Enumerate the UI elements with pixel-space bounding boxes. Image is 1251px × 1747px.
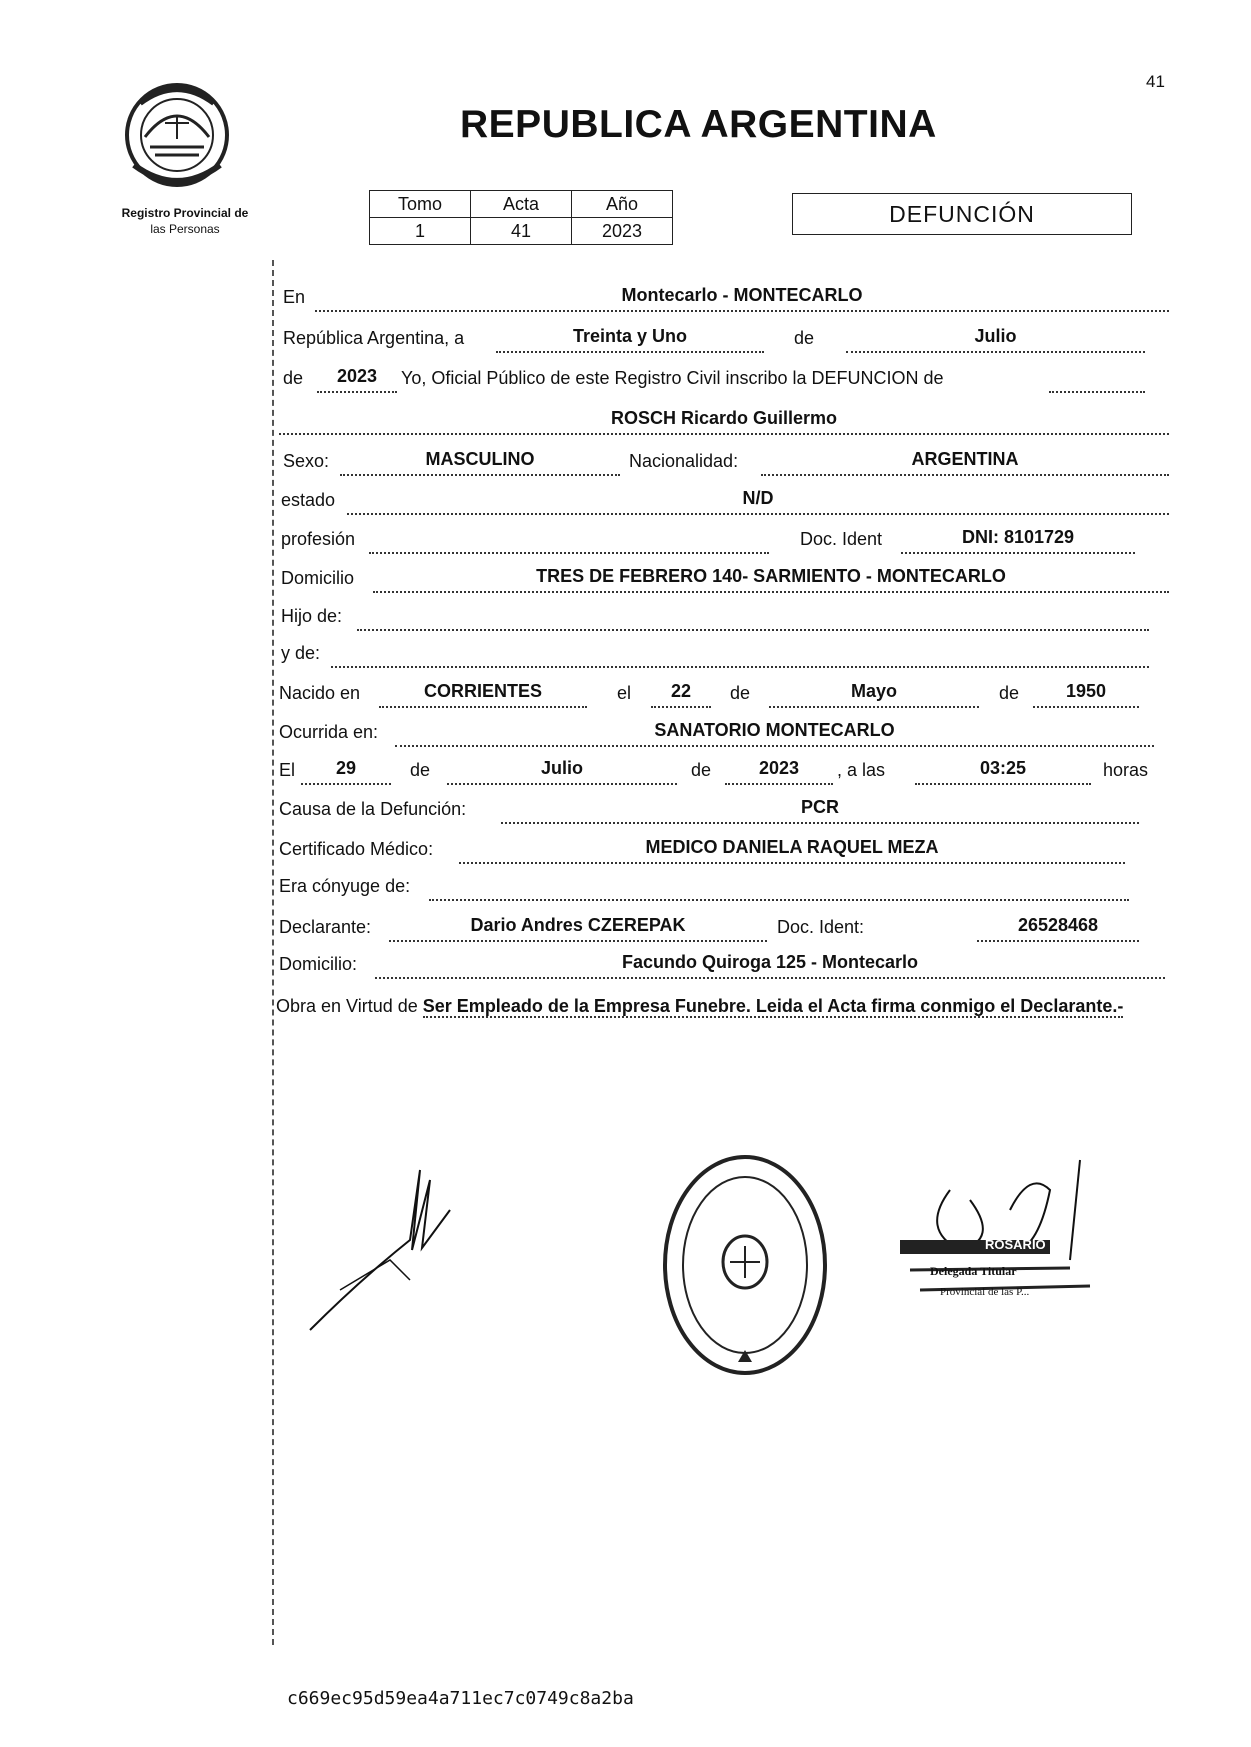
row-certificado: [279, 836, 1125, 864]
decl-doc-label: Doc. Ident:: [777, 917, 865, 937]
declarante-field: [389, 914, 767, 942]
estado-field: [347, 487, 1169, 515]
obra-paragraph: [276, 993, 1168, 1019]
nac-dia-value: 22: [670, 681, 692, 701]
causa-value: PCR: [800, 797, 839, 817]
certificado-label: Certificado Médico:: [279, 839, 434, 859]
estado-label: estado: [281, 490, 336, 510]
def-de-label: de: [409, 760, 431, 780]
lugar-value: Montecarlo - MONTECARLO: [621, 285, 863, 305]
dia-texto-value: Treinta y Uno: [572, 326, 688, 346]
obra-label: Obra en Virtud de: [276, 996, 418, 1016]
header-acta: Acta: [471, 191, 572, 218]
estado-value: N/D: [742, 488, 774, 508]
row-nacido: [279, 680, 1169, 708]
declarante-label: Declarante:: [279, 917, 372, 937]
ocurrida-label: Ocurrida en:: [279, 722, 379, 742]
row-ocurrida: [279, 719, 1154, 747]
logo-caption-line1: Registro Provincial de: [121, 206, 249, 220]
doc-ident-label: Doc. Ident: [800, 529, 883, 549]
nacionalidad-field: [761, 448, 1169, 476]
row-estado: [279, 487, 1169, 515]
nacionalidad-value: ARGENTINA: [911, 449, 1019, 469]
value-acta: 41: [471, 218, 572, 245]
nombre-field: [279, 407, 1169, 435]
header-tomo: Tomo: [370, 191, 471, 218]
certificado-field: [459, 836, 1125, 864]
anio-field: [317, 365, 397, 393]
nacido-lugar-field: [379, 680, 587, 708]
row-conyuge: [279, 873, 1129, 901]
stamp-line3: Provincial de las P...: [940, 1286, 1030, 1298]
en-label: En: [283, 287, 306, 307]
yde-label: y de:: [281, 643, 321, 663]
def-mes-field: [447, 757, 677, 785]
certificado-value: MEDICO DANIELA RAQUEL MEZA: [645, 837, 939, 857]
profesion-field: [369, 526, 769, 554]
hijo-label: Hijo de:: [281, 606, 343, 626]
obra-value: Ser Empleado de la Empresa Funebre. Leida el Acta firma conmigo el Declarante.-: [422, 996, 1124, 1016]
domicilio-value: TRES DE FEBRERO 140- SARMIENTO - MONTECARLO: [536, 566, 1006, 586]
document-hash: c669ec95d59ea4a711ec7c0749c8a2ba: [287, 1688, 634, 1709]
row-inscribo: [279, 365, 1169, 393]
El-label: El: [279, 760, 296, 780]
ocurrida-value: SANATORIO MONTECARLO: [654, 720, 895, 740]
row-nombre: [279, 407, 1169, 435]
page-number: 41: [1146, 72, 1165, 91]
nac-anio-value: 1950: [1065, 681, 1107, 701]
document-type-box: DEFUNCIÓN: [792, 193, 1132, 235]
decl-doc-value: 26528468: [1017, 915, 1099, 935]
sexo-label: Sexo:: [283, 451, 330, 471]
sexo-value: MASCULINO: [425, 449, 535, 469]
nacionalidad-label: Nacionalidad:: [629, 451, 739, 471]
sexo-field: [340, 448, 620, 476]
nac-mes-value: Mayo: [850, 681, 897, 701]
nac-de-label: de: [729, 683, 751, 703]
anio-value: 2023: [336, 366, 378, 386]
de-label: de: [793, 328, 815, 348]
row-sexo: [279, 448, 1169, 476]
row-profesion: [279, 526, 1169, 554]
nac-dia-field: [651, 680, 711, 708]
nac-mes-field: [769, 680, 979, 708]
def-mes-value: Julio: [540, 758, 583, 778]
inscribo-text: Yo, Oficial Público de este Registro Civil inscribo la DEFUNCION de: [401, 368, 944, 388]
stamp-line1: ROSARIO: [985, 1237, 1046, 1252]
causa-field: [501, 796, 1139, 824]
row-fecha-defuncion: [279, 757, 1169, 785]
value-anio: 2023: [572, 218, 673, 245]
margin-line: [272, 260, 274, 1645]
conyuge-field: [429, 873, 1129, 901]
row-domicilio: [279, 565, 1169, 593]
def-anio-field: [725, 757, 833, 785]
decl-domicilio-field: [375, 951, 1165, 979]
logo-caption: [100, 205, 270, 237]
row-declarante: [279, 914, 1139, 942]
acta-table: [369, 190, 673, 245]
inscribo-filler: [1049, 365, 1145, 393]
decl-domicilio-label: Domicilio:: [279, 954, 358, 974]
domicilio-field: [373, 565, 1169, 593]
hijo-field: [357, 603, 1149, 631]
def-dia-value: 29: [335, 758, 357, 778]
left-signature: [300, 1140, 460, 1340]
nombre-value: ROSCH Ricardo Guillermo: [610, 408, 838, 428]
mes-texto-value: Julio: [974, 326, 1017, 346]
nac-de2-label: de: [998, 683, 1020, 703]
conyuge-label: Era cónyuge de:: [279, 876, 411, 896]
row-hijo: [279, 603, 1149, 631]
doc-ident-field: [901, 526, 1135, 554]
declarante-value: Dario Andres CZEREPAK: [470, 915, 686, 935]
row-decl-domicilio: [279, 951, 1165, 979]
de-anio-label: de: [283, 368, 304, 388]
domicilio-label: Domicilio: [281, 568, 355, 588]
provincial-emblem: [120, 75, 235, 195]
logo-caption-line2: las Personas: [150, 222, 220, 236]
row-fecha-inscripcion: [279, 325, 1169, 353]
nac-anio-field: [1033, 680, 1139, 708]
def-de2-label: de: [690, 760, 712, 780]
dia-texto-field: [496, 325, 764, 353]
horas-label: horas: [1103, 760, 1149, 780]
page-title: REPUBLICA ARGENTINA: [460, 103, 937, 146]
official-seal: [660, 1150, 830, 1380]
row-yde: [279, 640, 1149, 668]
value-tomo: 1: [370, 218, 471, 245]
el-label: el: [616, 683, 631, 703]
causa-label: Causa de la Defunción:: [279, 799, 467, 819]
hora-value: 03:25: [979, 758, 1027, 778]
stamp-line2: Delegada Titular: [930, 1264, 1017, 1278]
row-en: [279, 284, 1169, 312]
profesion-label: profesión: [281, 529, 356, 549]
alas-label: , a las: [837, 760, 886, 780]
doc-ident-value: DNI: 8101729: [961, 527, 1075, 547]
nacido-lugar-value: CORRIENTES: [423, 681, 542, 701]
header-anio: Año: [572, 191, 673, 218]
hora-field: [915, 757, 1091, 785]
republica-label: República Argentina, a: [283, 328, 465, 348]
def-anio-value: 2023: [758, 758, 800, 778]
decl-domicilio-value: Facundo Quiroga 125 - Montecarlo: [621, 952, 919, 972]
nacido-label: Nacido en: [279, 683, 361, 703]
mes-texto-field: [846, 325, 1145, 353]
yde-field: [331, 640, 1149, 668]
def-dia-field: [301, 757, 391, 785]
ocurrida-field: [395, 719, 1154, 747]
lugar-field: [315, 284, 1169, 312]
decl-doc-field: [977, 914, 1139, 942]
row-causa: [279, 796, 1139, 824]
